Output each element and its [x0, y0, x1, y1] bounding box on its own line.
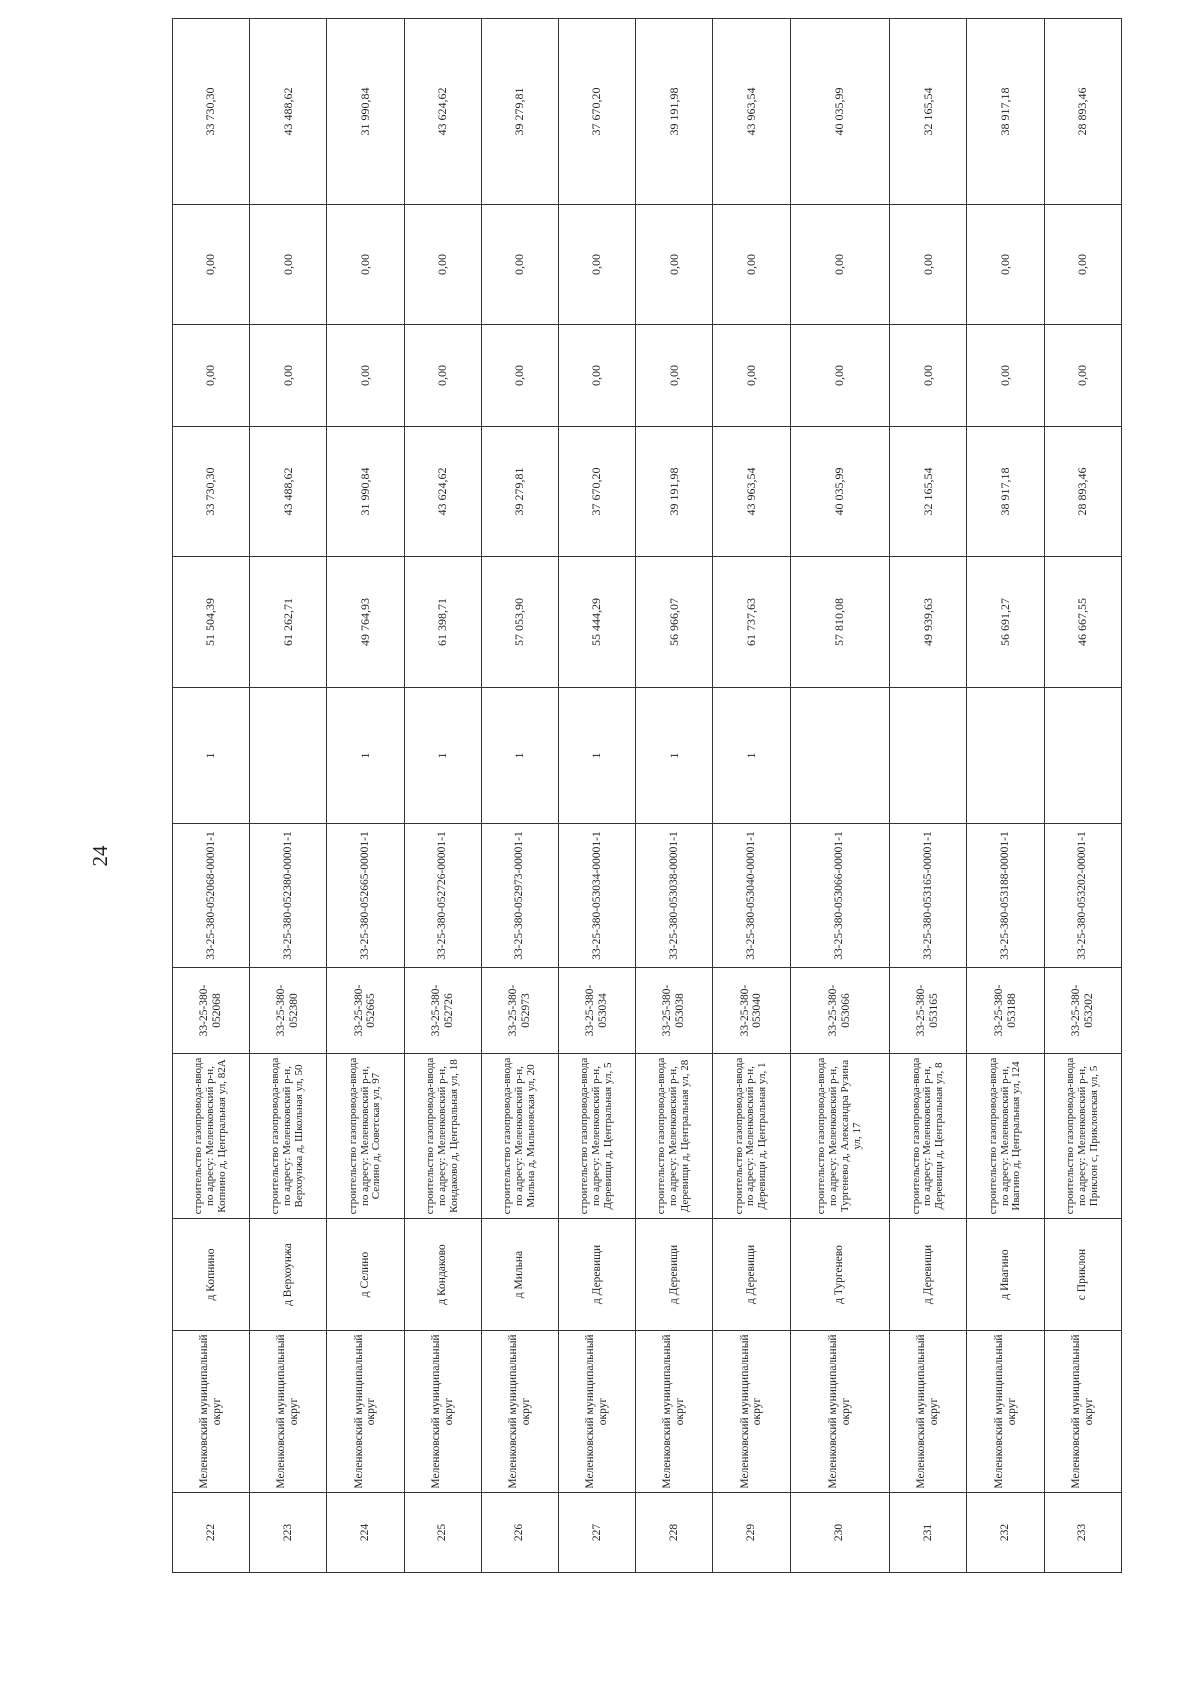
subsidy-cell: 40 035,99 [790, 19, 890, 205]
settlement-cell: д Деревищи [890, 1219, 967, 1331]
subsidy-cell: 43 488,62 [250, 19, 327, 205]
value-cell: 0,00 [967, 205, 1044, 325]
table-body [173, 19, 1122, 1573]
row-number-cell: 229 [713, 1493, 790, 1573]
amount-cell: 43 624,62 [404, 427, 481, 557]
settlement-cell: д Тургенево [790, 1219, 890, 1331]
row-number-cell: 222 [173, 1493, 250, 1573]
work-description-cell: строительство газопровода-ввода по адресу: Меленковский р-н, Тургенево д, Александра Рузина ул, 17 [790, 1054, 890, 1219]
mark-cell [890, 688, 967, 824]
object-code-cell: 33-25-380-053040 [713, 968, 790, 1054]
object-code-cell: 33-25-380-053165 [890, 968, 967, 1054]
amount-cell: 37 670,20 [558, 427, 635, 557]
settlement-cell: д Деревищи [636, 1219, 713, 1331]
row-number-cell: 228 [636, 1493, 713, 1573]
object-code-cell: 33-25-380-053066 [790, 968, 890, 1054]
amount-cell: 39 279,81 [481, 427, 558, 557]
object-id-cell: 33-25-380-053066-00001-1 [790, 824, 890, 968]
table-row [1044, 19, 1121, 1573]
mark-cell [250, 688, 327, 824]
settlement-cell: д Деревищи [713, 1219, 790, 1331]
work-description-cell: строительство газопровода-ввода по адресу: Меленковский р-н, Кондаково д, Центральная ул, 18 [404, 1054, 481, 1219]
work-description-cell: строительство газопровода-ввода по адресу: Меленковский р-н, Приклон с, Приклонская ул, 5 [1044, 1054, 1121, 1219]
settlement-cell: с Приклон [1044, 1219, 1121, 1331]
object-id-cell: 33-25-380-053188-00001-1 [967, 824, 1044, 968]
district-cell: Меленковский муниципальный округ [404, 1331, 481, 1493]
subsidy-cell: 43 963,54 [713, 19, 790, 205]
gas-pipeline-table [172, 18, 1122, 1573]
object-id-cell: 33-25-380-052665-00001-1 [327, 824, 404, 968]
object-id-cell: 33-25-380-052726-00001-1 [404, 824, 481, 968]
row-number-cell: 224 [327, 1493, 404, 1573]
row-number-cell: 225 [404, 1493, 481, 1573]
work-description-cell: строительство газопровода-ввода по адресу: Меленковский р-н, Деревищи д, Центральная ул, 5 [558, 1054, 635, 1219]
table-row [636, 19, 713, 1573]
object-code-cell: 33-25-380-053202 [1044, 968, 1121, 1054]
district-cell: Меленковский муниципальный округ [890, 1331, 967, 1493]
value-cell: 0,00 [713, 205, 790, 325]
settlement-cell: д Деревищи [558, 1219, 635, 1331]
object-id-cell: 33-25-380-052973-00001-1 [481, 824, 558, 968]
district-cell: Меленковский муниципальный округ [173, 1331, 250, 1493]
row-number-cell: 233 [1044, 1493, 1121, 1573]
subsidy-cell: 39 279,81 [481, 19, 558, 205]
district-cell: Меленковский муниципальный округ [790, 1331, 890, 1493]
table-row [173, 19, 250, 1573]
object-code-cell: 33-25-380-053038 [636, 968, 713, 1054]
value-cell: 0,00 [250, 205, 327, 325]
value-cell: 0,00 [173, 325, 250, 427]
work-description-cell: строительство газопровода-ввода по адресу: Меленковский р-н, Деревищи д, Центральная ул, 28 [636, 1054, 713, 1219]
work-description-cell: строительство газопровода-ввода по адресу: Меленковский р-н, Деревищи д, Центральная ул, 1 [713, 1054, 790, 1219]
mark-cell: 1 [327, 688, 404, 824]
total-cost-cell: 56 691,27 [967, 557, 1044, 688]
value-cell: 0,00 [636, 325, 713, 427]
total-cost-cell: 46 667,55 [1044, 557, 1121, 688]
district-cell: Меленковский муниципальный округ [481, 1331, 558, 1493]
page-number: 24 [88, 845, 112, 867]
mark-cell: 1 [558, 688, 635, 824]
object-code-cell: 33-25-380-052726 [404, 968, 481, 1054]
settlement-cell: д Копнино [173, 1219, 250, 1331]
object-code-cell: 33-25-380-053188 [967, 968, 1044, 1054]
work-description-cell: строительство газопровода-ввода по адресу: Меленковский р-н, Деревищи д, Центральная ул, 8 [890, 1054, 967, 1219]
value-cell: 0,00 [713, 325, 790, 427]
value-cell: 0,00 [558, 325, 635, 427]
subsidy-cell: 38 917,18 [967, 19, 1044, 205]
subsidy-cell: 33 730,30 [173, 19, 250, 205]
total-cost-cell: 55 444,29 [558, 557, 635, 688]
district-cell: Меленковский муниципальный округ [636, 1331, 713, 1493]
value-cell: 0,00 [481, 205, 558, 325]
district-cell: Меленковский муниципальный округ [1044, 1331, 1121, 1493]
mark-cell: 1 [404, 688, 481, 824]
mark-cell: 1 [713, 688, 790, 824]
work-description-cell: строительство газопровода-ввода по адресу: Меленковский р-н, Копнино д, Центральная ул, 82А [173, 1054, 250, 1219]
amount-cell: 31 990,84 [327, 427, 404, 557]
table-row [890, 19, 967, 1573]
table-row [404, 19, 481, 1573]
mark-cell: 1 [481, 688, 558, 824]
amount-cell: 33 730,30 [173, 427, 250, 557]
row-number-cell: 230 [790, 1493, 890, 1573]
value-cell: 0,00 [636, 205, 713, 325]
total-cost-cell: 61 398,71 [404, 557, 481, 688]
mark-cell: 1 [636, 688, 713, 824]
object-id-cell: 33-25-380-053038-00001-1 [636, 824, 713, 968]
table-row [558, 19, 635, 1573]
value-cell: 0,00 [327, 325, 404, 427]
amount-cell: 28 893,46 [1044, 427, 1121, 557]
amount-cell: 38 917,18 [967, 427, 1044, 557]
settlement-cell: д Мильна [481, 1219, 558, 1331]
value-cell: 0,00 [1044, 325, 1121, 427]
work-description-cell: строительство газопровода-ввода по адресу: Меленковский р-н, Ивагино д, Центральная ул, 124 [967, 1054, 1044, 1219]
subsidy-cell: 28 893,46 [1044, 19, 1121, 205]
table-row [790, 19, 890, 1573]
district-cell: Меленковский муниципальный округ [713, 1331, 790, 1493]
value-cell: 0,00 [558, 205, 635, 325]
value-cell: 0,00 [790, 205, 890, 325]
subsidy-cell: 43 624,62 [404, 19, 481, 205]
settlement-cell: д Ивагино [967, 1219, 1044, 1331]
object-code-cell: 33-25-380-053034 [558, 968, 635, 1054]
total-cost-cell: 57 053,90 [481, 557, 558, 688]
row-number-cell: 223 [250, 1493, 327, 1573]
mark-cell [967, 688, 1044, 824]
total-cost-cell: 49 939,63 [890, 557, 967, 688]
object-code-cell: 33-25-380-052665 [327, 968, 404, 1054]
total-cost-cell: 51 504,39 [173, 557, 250, 688]
subsidy-cell: 37 670,20 [558, 19, 635, 205]
work-description-cell: строительство газопровода-ввода по адресу: Меленковский р-н, Верхоунжа д, Школьная ул, 50 [250, 1054, 327, 1219]
object-id-cell: 33-25-380-052380-00001-1 [250, 824, 327, 968]
value-cell: 0,00 [967, 325, 1044, 427]
district-cell: Меленковский муниципальный округ [250, 1331, 327, 1493]
value-cell: 0,00 [790, 325, 890, 427]
total-cost-cell: 61 737,63 [713, 557, 790, 688]
value-cell: 0,00 [173, 205, 250, 325]
row-number-cell: 227 [558, 1493, 635, 1573]
object-id-cell: 33-25-380-053202-00001-1 [1044, 824, 1121, 968]
total-cost-cell: 49 764,93 [327, 557, 404, 688]
row-number-cell: 231 [890, 1493, 967, 1573]
object-id-cell: 33-25-380-053034-00001-1 [558, 824, 635, 968]
settlement-cell: д Кондаково [404, 1219, 481, 1331]
object-id-cell: 33-25-380-053165-00001-1 [890, 824, 967, 968]
object-code-cell: 33-25-380-052068 [173, 968, 250, 1054]
table-row [481, 19, 558, 1573]
work-description-cell: строительство газопровода-ввода по адресу: Меленковский р-н, Мильна д, Мильновская ул, 20 [481, 1054, 558, 1219]
settlement-cell: д Селино [327, 1219, 404, 1331]
work-description-cell: строительство газопровода-ввода по адресу: Меленковский р-н, Селино д, Советская ул, 97 [327, 1054, 404, 1219]
amount-cell: 43 963,54 [713, 427, 790, 557]
object-id-cell: 33-25-380-053040-00001-1 [713, 824, 790, 968]
rotated-table-wrapper [172, 87, 1122, 1573]
total-cost-cell: 57 810,08 [790, 557, 890, 688]
value-cell: 0,00 [890, 325, 967, 427]
row-number-cell: 226 [481, 1493, 558, 1573]
table-row [327, 19, 404, 1573]
district-cell: Меленковский муниципальный округ [558, 1331, 635, 1493]
district-cell: Меленковский муниципальный округ [967, 1331, 1044, 1493]
subsidy-cell: 39 191,98 [636, 19, 713, 205]
district-cell: Меленковский муниципальный округ [327, 1331, 404, 1493]
object-id-cell: 33-25-380-052068-00001-1 [173, 824, 250, 968]
mark-cell: 1 [173, 688, 250, 824]
table-row [250, 19, 327, 1573]
subsidy-cell: 32 165,54 [890, 19, 967, 205]
amount-cell: 39 191,98 [636, 427, 713, 557]
table-row [967, 19, 1044, 1573]
amount-cell: 40 035,99 [790, 427, 890, 557]
value-cell: 0,00 [327, 205, 404, 325]
mark-cell [790, 688, 890, 824]
object-code-cell: 33-25-380-052380 [250, 968, 327, 1054]
value-cell: 0,00 [1044, 205, 1121, 325]
amount-cell: 32 165,54 [890, 427, 967, 557]
object-code-cell: 33-25-380-052973 [481, 968, 558, 1054]
total-cost-cell: 56 966,07 [636, 557, 713, 688]
value-cell: 0,00 [890, 205, 967, 325]
total-cost-cell: 61 262,71 [250, 557, 327, 688]
amount-cell: 43 488,62 [250, 427, 327, 557]
value-cell: 0,00 [250, 325, 327, 427]
table-row [713, 19, 790, 1573]
settlement-cell: д Верхоунжа [250, 1219, 327, 1331]
value-cell: 0,00 [404, 325, 481, 427]
value-cell: 0,00 [404, 205, 481, 325]
subsidy-cell: 31 990,84 [327, 19, 404, 205]
mark-cell [1044, 688, 1121, 824]
row-number-cell: 232 [967, 1493, 1044, 1573]
value-cell: 0,00 [481, 325, 558, 427]
